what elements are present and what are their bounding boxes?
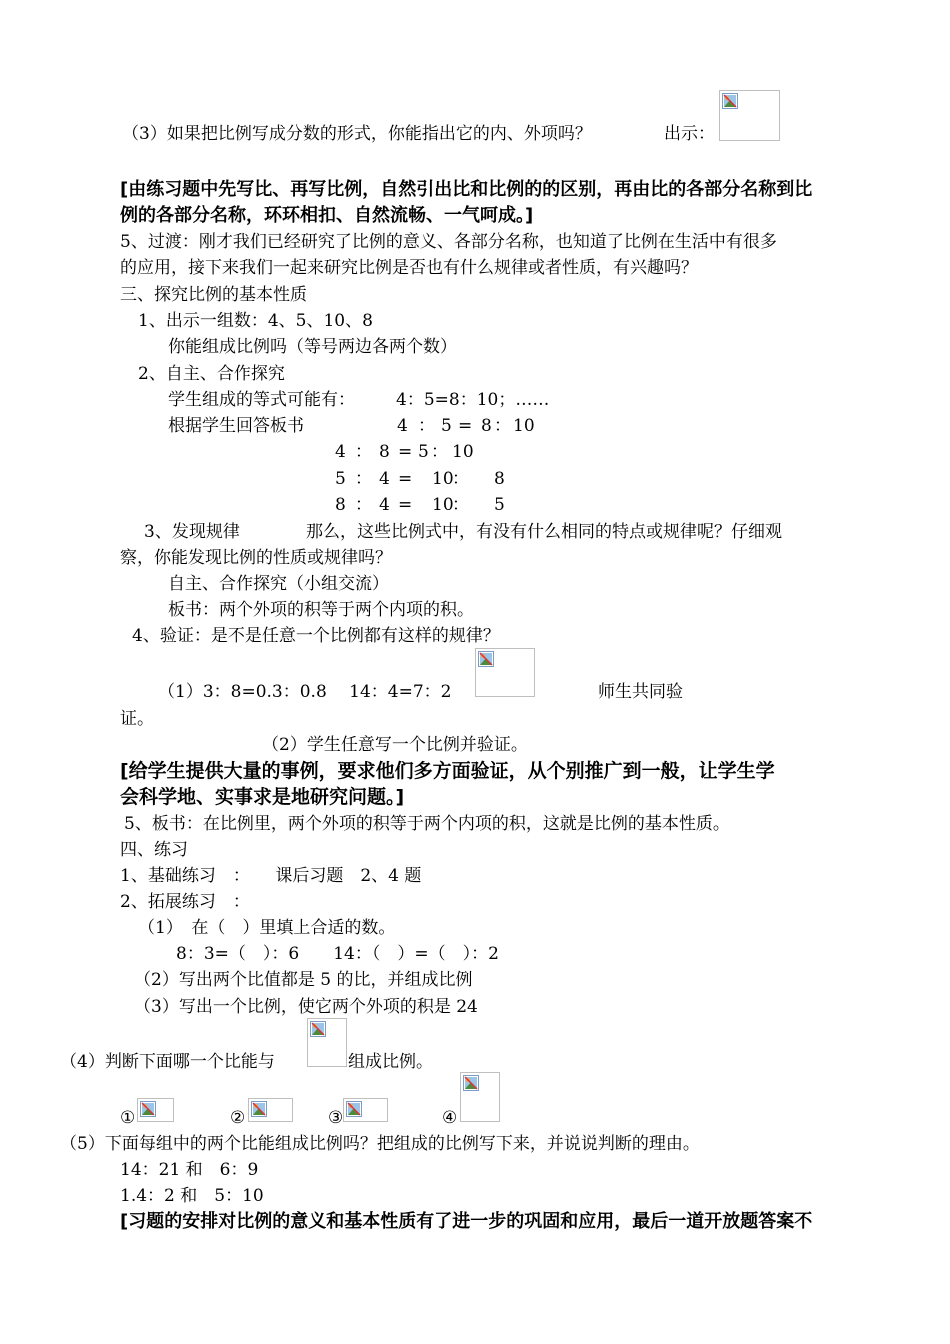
p3-step1: 1、出示一组数：4、5、10、8 <box>138 311 373 331</box>
hint-label: 出示： <box>664 124 715 144</box>
p3-board-label: 根据学生回答板书 <box>168 416 304 436</box>
p4-ex1: （1） 在（ ）里填上合适的数。 <box>138 918 396 938</box>
broken-image-icon <box>248 1098 293 1122</box>
broken-image-icon <box>475 648 535 697</box>
p4-ex3: （3）写出一个比例，使它两个外项的积是 24 <box>134 997 478 1017</box>
p3-step4-2: （2）学生任意写一个比例并验证。 <box>262 735 528 755</box>
p4-ex5-a: 14：21 和 6：9 <box>120 1160 259 1180</box>
p3-step5: 5、板书：在比例里，两个外项的积等于两个内项的积，这就是比例的基本性质。 <box>124 814 730 834</box>
p4-ex5-b: 1.4：2 和 5：10 <box>120 1186 264 1206</box>
p3-step1-question: 你能组成比例吗（等号两边各两个数） <box>168 337 457 357</box>
p3-step3-a: 自主、合作探究（小组交流） <box>168 574 389 594</box>
section-b-item3: （3）如果把比例写成分数的形式，你能指出它的内、外项吗？ <box>122 124 592 144</box>
p3-step4-1: （1）3：8=0.3：0.8 14：4=7：2 <box>158 682 452 702</box>
p3-step2-value: 4：5=8：10；…… <box>396 390 550 410</box>
p4-ex4-b: 组成比例。 <box>348 1052 433 1072</box>
p3-step2: 2、自主、合作探究 <box>138 364 285 384</box>
choice-4-label: ④ <box>442 1108 458 1128</box>
part3-title: 三、探究比例的基本性质 <box>120 285 307 305</box>
broken-image-icon <box>307 1018 347 1067</box>
transition-line-2: 的应用，接下来我们一起来研究比例是否也有什么规律或者性质，有兴趣吗？ <box>120 258 698 278</box>
p3-step4-1c: 证。 <box>120 709 154 729</box>
broken-image-icon <box>137 1098 174 1122</box>
broken-image-icon <box>460 1072 500 1122</box>
p4-ex1-blanks: 8：3=（ ）：6 14：（ ）=（ ）：2 <box>176 944 499 964</box>
p3-step3-b: 板书：两个外项的积等于两个内项的积。 <box>168 600 474 620</box>
broken-image-icon <box>719 90 780 141</box>
transition-line-1: 5、过渡：刚才我们已经研究了比例的意义、各部分名称，也知道了比例在生活中有很多 <box>120 232 777 252</box>
choice-2-label: ② <box>230 1108 246 1128</box>
p4-ex4-a: （4）判断下面哪一个比能与 <box>60 1052 275 1072</box>
p3-step3-text-1: 那么，这些比例式中，有没有什么相同的特点或规律呢？仔细观 <box>306 522 782 542</box>
p3-step4: 4、验证：是不是任意一个比例都有这样的规律？ <box>132 626 500 646</box>
part4-title: 四、练习 <box>120 840 188 860</box>
broken-image-icon <box>343 1098 388 1122</box>
choice-3-label: ③ <box>328 1108 344 1128</box>
teaching-note-3: [习题的安排对比例的意义和基本性质有了进一步的巩固和应用，最后一道开放题答案不 <box>120 1211 813 1232</box>
p4-extended: 2、拓展练习 ： <box>120 892 250 912</box>
p4-ex5: （5）下面每组中的两个比能组成比例吗？把组成的比例写下来，并说说判断的理由。 <box>60 1134 700 1154</box>
p3-step3-text-2: 察，你能发现比例的性质或规律吗？ <box>120 548 392 568</box>
p3-step3-title: 3、发现规律 <box>144 522 240 542</box>
p3-step2-label: 学生组成的等式可能有： <box>168 390 355 410</box>
p3-step4-1b: 师生共同验 <box>598 682 683 702</box>
p4-ex2: （2）写出两个比值都是 5 的比，并组成比例 <box>134 970 473 990</box>
choice-1-label: ① <box>120 1108 136 1128</box>
p4-basic: 1、基础练习 ： 课后习题 2、4 题 <box>120 866 422 886</box>
